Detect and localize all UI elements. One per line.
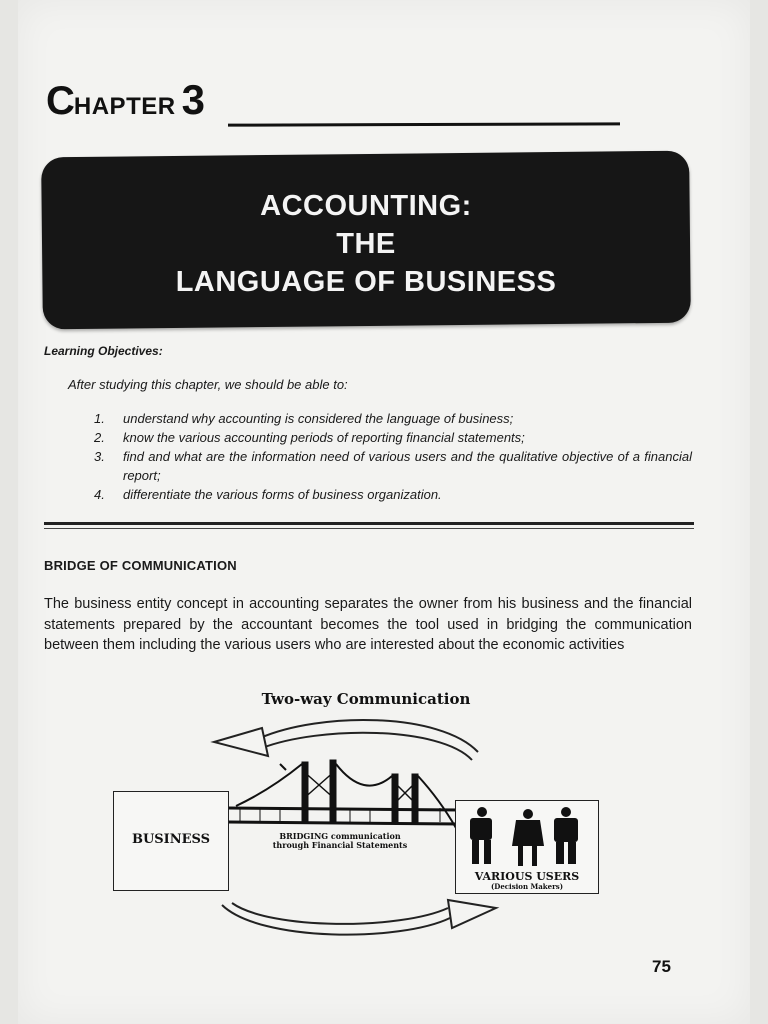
bridge-caption-line-1: BRIDGING communication (279, 831, 401, 841)
bridge-caption (250, 832, 430, 850)
title-line-2: THE (336, 228, 396, 260)
list-item-text: know the various accounting periods of reporting financial statements; (123, 430, 525, 445)
title-line-1: ACCOUNTING: (260, 190, 472, 222)
chapter-initial: C (46, 79, 74, 123)
diagram-title: Two-way Communication (261, 690, 471, 708)
list-item-text: understand why accounting is considered the language of business; (123, 411, 514, 426)
list-item-text: find and what are the information need of various users and the qualitative objective of a financial report; (123, 449, 692, 483)
list-item-number: 2. (94, 430, 105, 445)
bridge-caption-line-2: through Financial Statements (272, 840, 408, 850)
chapter-word: HAPTER (73, 93, 176, 120)
learning-objectives-heading: Learning Objectives: (44, 344, 163, 358)
body-paragraph: The business entity concept in accounting separates the owner from his business and the financial statements prepared by the accountant becomes the tool used in bridging the communication between them including the various users who are interested about the economic activities (44, 596, 692, 653)
various-users-sublabel: (Decision Makers) (490, 882, 564, 891)
list-item-number: 4. (94, 487, 105, 502)
page-number: 75 (652, 957, 671, 976)
list-item-number: 1. (94, 411, 105, 426)
learning-objectives-intro: After studying this chapter, we should be able to: (68, 377, 348, 392)
business-box-label: BUSINESS (131, 832, 211, 847)
title-line-3: LANGUAGE OF BUSINESS (175, 266, 557, 298)
users-figures (470, 807, 578, 866)
list-item-text: differentiate the various forms of business organization. (123, 487, 442, 502)
various-users-label: VARIOUS USERS (474, 870, 580, 883)
chapter-number: 3 (181, 76, 205, 123)
section-heading: BRIDGE OF COMMUNICATION (44, 558, 237, 573)
list-item-number: 3. (94, 449, 105, 464)
